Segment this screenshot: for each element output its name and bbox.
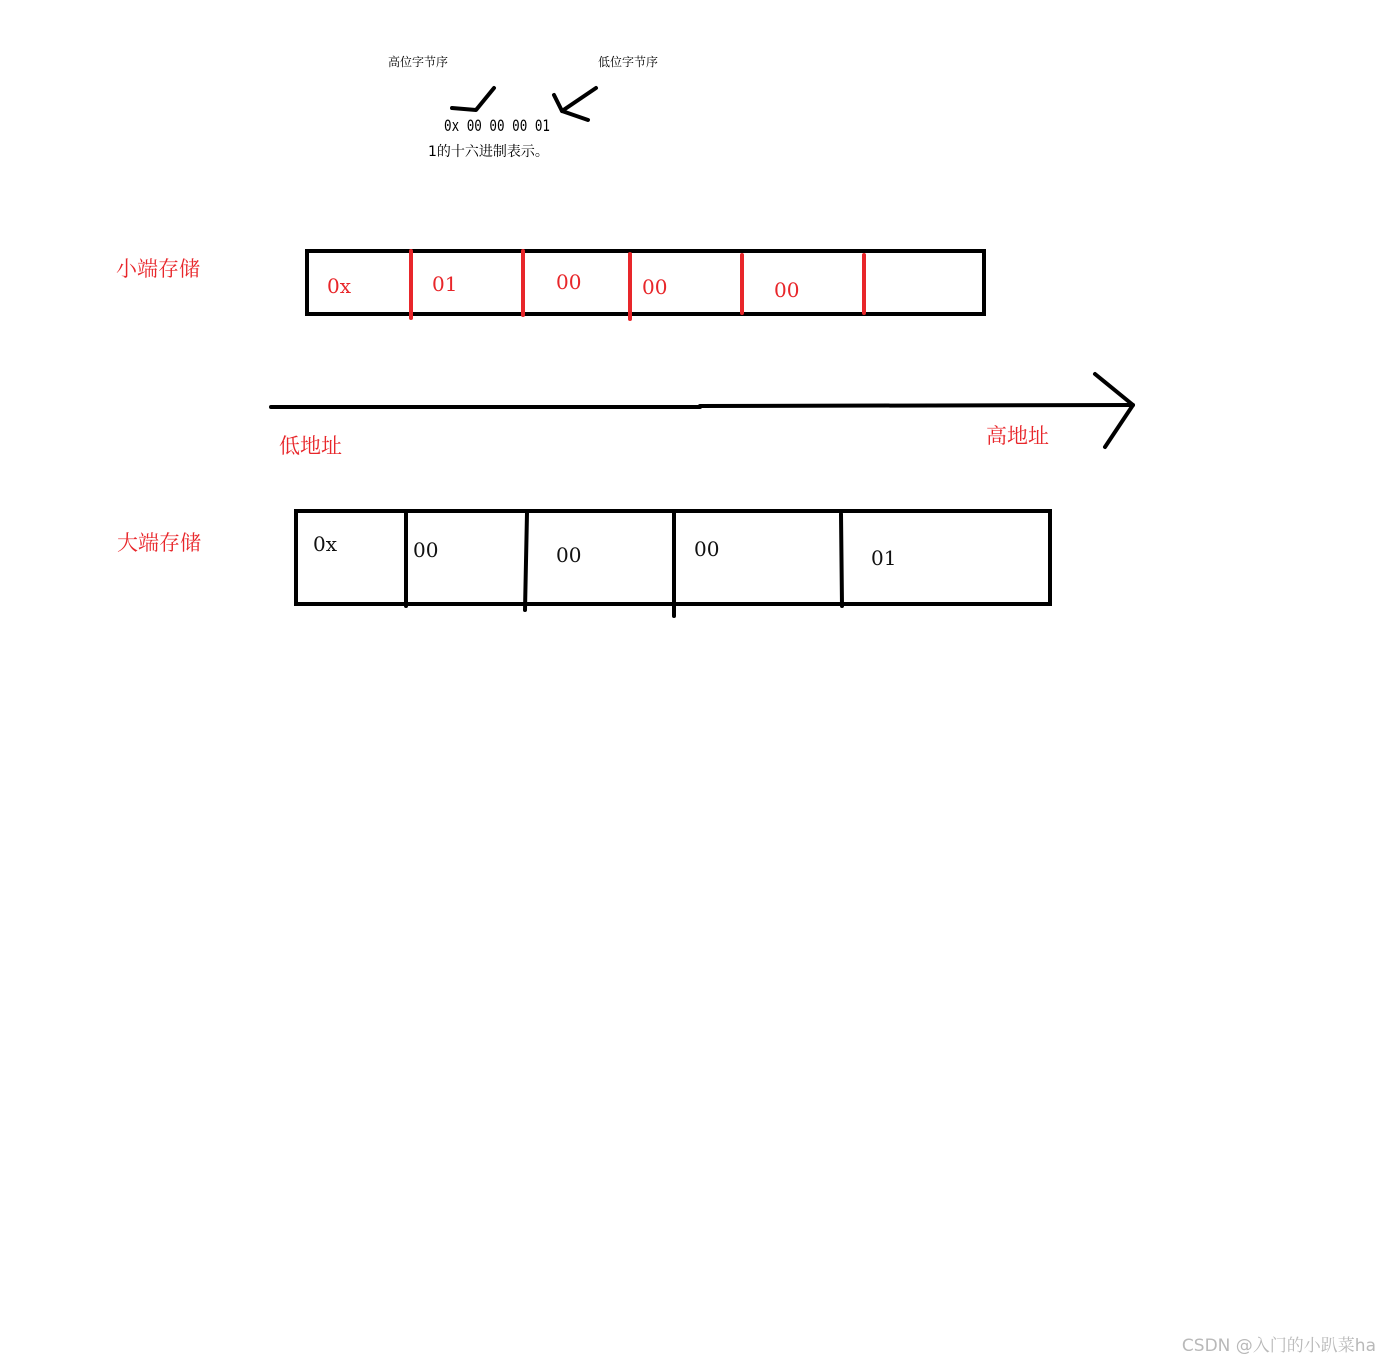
high-address-label: 高地址: [986, 424, 1049, 448]
big-endian-cell: 0x: [313, 532, 338, 556]
hex-caption: 1的十六进制表示。: [428, 144, 549, 160]
low-byte-arrow-icon: [554, 88, 596, 120]
big-endian-cell: 00: [413, 538, 439, 562]
big-endian-storage-box: [296, 511, 1050, 616]
high-byte-arrow-icon: [452, 88, 494, 110]
low-byte-order-label: 低位字节序: [598, 55, 659, 69]
little-endian-cell: 00: [642, 275, 668, 299]
big-endian-cell: 00: [694, 537, 720, 561]
big-endian-title: 大端存储: [117, 531, 201, 555]
big-endian-divider: [841, 514, 842, 606]
little-endian-title: 小端存储: [116, 257, 200, 281]
little-endian-cell: 00: [556, 270, 582, 294]
little-endian-cell: 00: [774, 278, 800, 302]
low-address-label: 低地址: [279, 434, 342, 458]
big-endian-cell: 01: [871, 546, 897, 570]
little-endian-cell: 0x: [327, 274, 352, 298]
high-byte-order-label: 高位字节序: [388, 55, 449, 69]
big-endian-divider: [525, 513, 527, 610]
little-endian-cell: 01: [432, 272, 458, 296]
little-endian-storage-box: [307, 251, 984, 319]
hex-value: 0x 00 00 00 01: [444, 116, 550, 135]
big-endian-cell: 00: [556, 543, 582, 567]
csdn-watermark: CSDN @入门的小趴菜ha: [1181, 1336, 1376, 1356]
